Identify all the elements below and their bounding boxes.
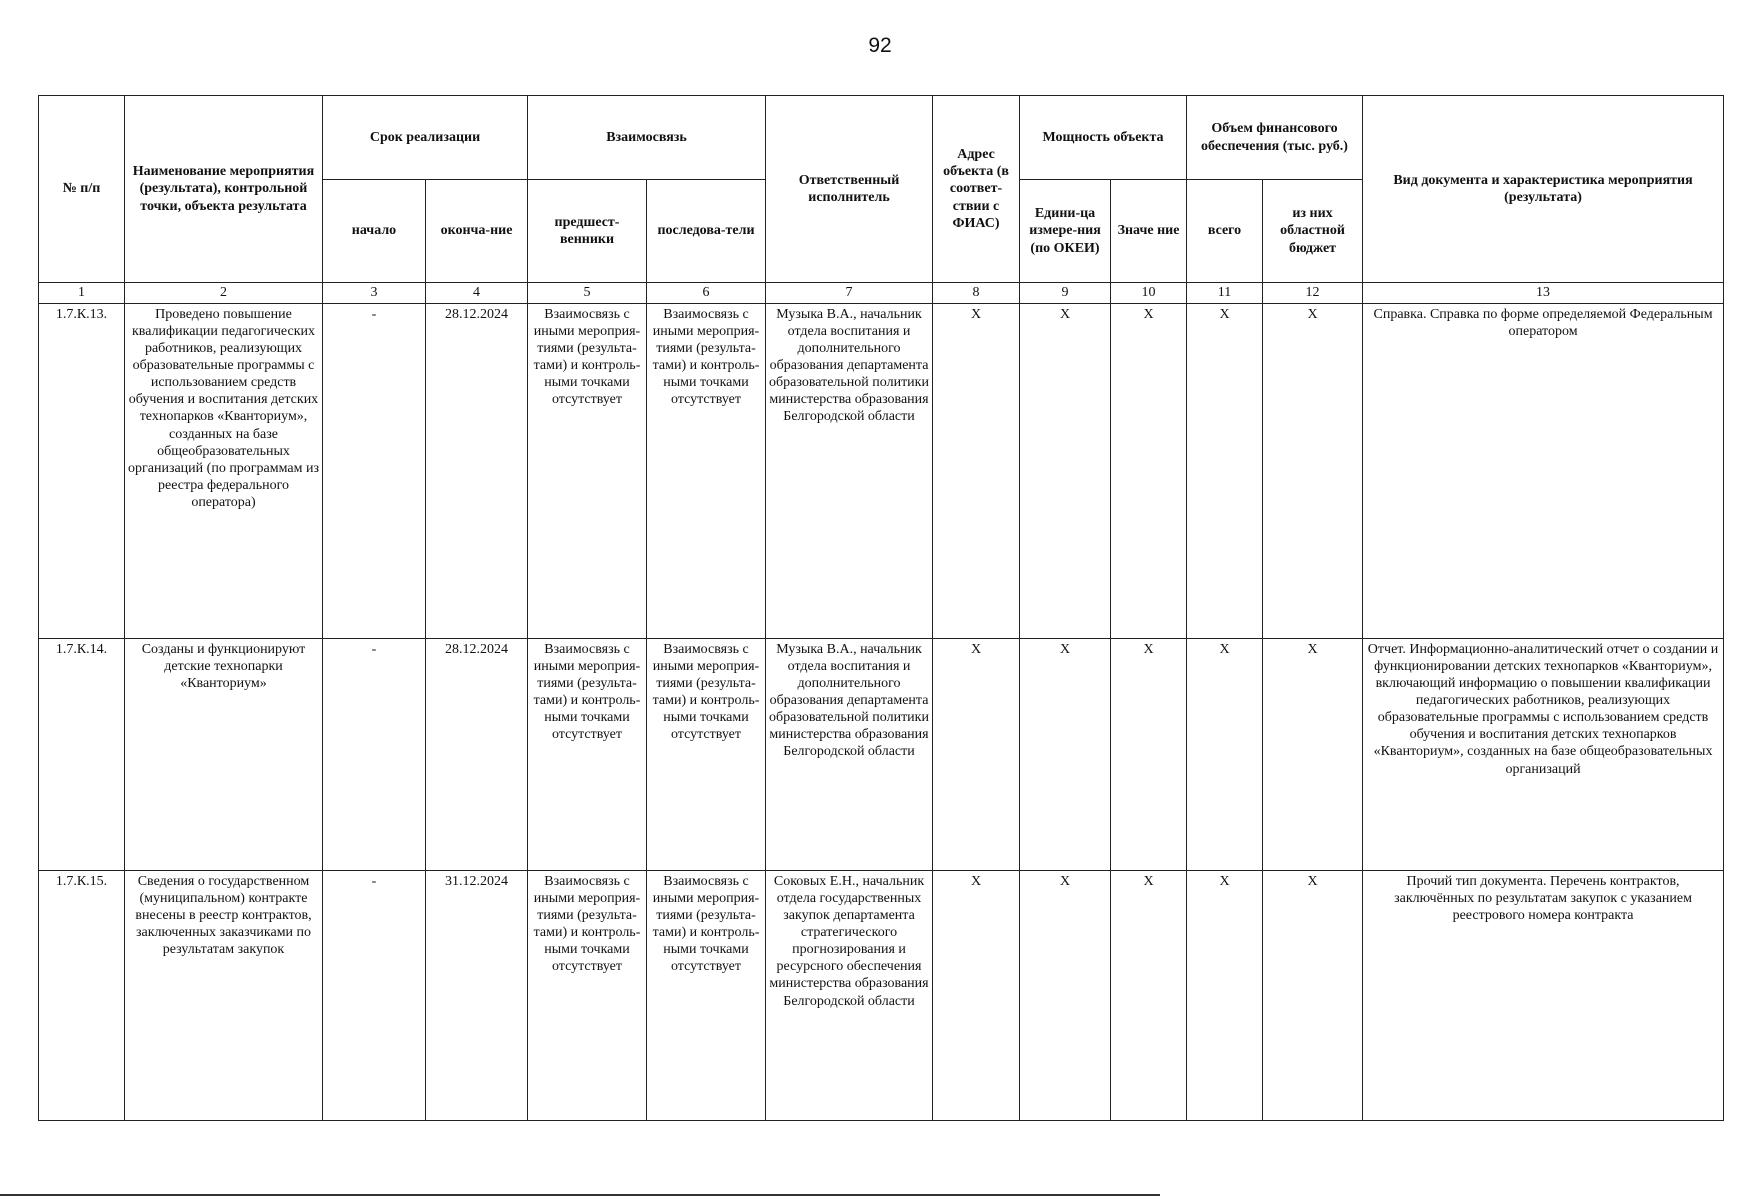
- column-number: 9: [1020, 283, 1111, 304]
- row-total: Х: [1187, 871, 1263, 1121]
- header-value: Значе ние: [1111, 180, 1187, 283]
- page-number: 92: [868, 34, 892, 57]
- header-link: Взаимосвязь: [528, 96, 766, 180]
- row-total: Х: [1187, 639, 1263, 871]
- row-start: -: [323, 304, 426, 639]
- row-unit: Х: [1020, 871, 1111, 1121]
- column-number: 5: [528, 283, 647, 304]
- row-unit: Х: [1020, 304, 1111, 639]
- row-predecessors: Взаимосвязь с иными мероприя-тиями (результа-тами) и контроль-ными точками отсутствует: [528, 304, 647, 639]
- row-value: Х: [1111, 304, 1187, 639]
- column-number: 7: [766, 283, 933, 304]
- header-predecessors: предшест-венники: [528, 180, 647, 283]
- header-total: всего: [1187, 180, 1263, 283]
- row-successors: Взаимосвязь с иными мероприя-тиями (результа-тами) и контроль-ными точками отсутствует: [647, 871, 766, 1121]
- row-value: Х: [1111, 639, 1187, 871]
- row-predecessors: Взаимосвязь с иными мероприя-тиями (результа-тами) и контроль-ными точками отсутствует: [528, 871, 647, 1121]
- row-name: Сведения о государственном (муниципальном) контракте внесены в реестр контрактов, заключенных заказчиками по результатам закупок: [125, 871, 323, 1121]
- header-responsible: Ответственный исполнитель: [766, 96, 933, 283]
- row-name: Созданы и функционируют детские технопарки «Кванториум»: [125, 639, 323, 871]
- header-row: [39, 96, 1724, 180]
- row-start: -: [323, 871, 426, 1121]
- header-address: Адрес объекта (в соответ-ствии с ФИАС): [933, 96, 1020, 283]
- row-address: Х: [933, 871, 1020, 1121]
- row-code: 1.7.К.13.: [39, 304, 125, 639]
- row-total: Х: [1187, 304, 1263, 639]
- row-predecessors: Взаимосвязь с иными мероприя-тиями (результа-тами) и контроль-ными точками отсутствует: [528, 639, 647, 871]
- column-number: 8: [933, 283, 1020, 304]
- column-number: 6: [647, 283, 766, 304]
- column-number: 10: [1111, 283, 1187, 304]
- column-number: 3: [323, 283, 426, 304]
- row-document: Справка. Справка по форме определяемой Федеральным оператором: [1363, 304, 1724, 639]
- row-regional: Х: [1263, 304, 1363, 639]
- row-regional: Х: [1263, 639, 1363, 871]
- header-document: Вид документа и характеристика мероприятия (результата): [1363, 96, 1724, 283]
- column-number-row: [39, 283, 1724, 304]
- row-end: 28.12.2024: [426, 639, 528, 871]
- row-value: Х: [1111, 871, 1187, 1121]
- row-responsible: Музыка В.А., начальник отдела воспитания и дополнительного образования департамента образовательной политики министерства образования Белгородской области: [766, 304, 933, 639]
- header-unit: Едини-ца измере-ния (по ОКЕИ): [1020, 180, 1111, 283]
- row-address: Х: [933, 639, 1020, 871]
- table-row: [39, 639, 1724, 871]
- column-number: 12: [1263, 283, 1363, 304]
- row-responsible: Соковых Е.Н., начальник отдела государственных закупок департамента стратегического прогнозирования и ресурсного обеспечения министерства образования Белгородской области: [766, 871, 933, 1121]
- header-regional: из них областной бюджет: [1263, 180, 1363, 283]
- row-name: Проведено повышение квалификации педагогических работников, реализующих образовательные программы с использованием средств обучения и воспитания детских технопарков «Кванториум», созданных на базе общеобразовательных организаций (по программам из реестра федерального оператора): [125, 304, 323, 639]
- row-end: 31.12.2024: [426, 871, 528, 1121]
- row-regional: Х: [1263, 871, 1363, 1121]
- row-end: 28.12.2024: [426, 304, 528, 639]
- row-start: -: [323, 639, 426, 871]
- row-code: 1.7.К.15.: [39, 871, 125, 1121]
- table-row: [39, 871, 1724, 1121]
- header-start: начало: [323, 180, 426, 283]
- column-number: 4: [426, 283, 528, 304]
- row-code: 1.7.К.14.: [39, 639, 125, 871]
- column-number: 2: [125, 283, 323, 304]
- row-unit: Х: [1020, 639, 1111, 871]
- bottom-rule: [0, 1194, 1160, 1196]
- header-end: оконча-ние: [426, 180, 528, 283]
- column-number: 1: [39, 283, 125, 304]
- column-number: 11: [1187, 283, 1263, 304]
- plan-table: [38, 95, 1724, 1121]
- row-address: Х: [933, 304, 1020, 639]
- header-successors: последова-тели: [647, 180, 766, 283]
- row-responsible: Музыка В.А., начальник отдела воспитания и дополнительного образования департамента образовательной политики министерства образования Белгородской области: [766, 639, 933, 871]
- header-number: № п/п: [39, 96, 125, 283]
- row-successors: Взаимосвязь с иными мероприя-тиями (результа-тами) и контроль-ными точками отсутствует: [647, 304, 766, 639]
- table-row: [39, 304, 1724, 639]
- header-name: Наименование мероприятия (результата), контрольной точки, объекта результата: [125, 96, 323, 283]
- row-document: Отчет. Информационно-аналитический отчет о создании и функционировании детских технопарков «Кванториум», включающий информацию о повышении квалификации педагогических работников, реализующих образовательные программы с использованием средств обучения и воспитания детских технопарков «Кванториум», созданных на базе общеобразовательных организаций: [1363, 639, 1724, 871]
- row-successors: Взаимосвязь с иными мероприя-тиями (результа-тами) и контроль-ными точками отсутствует: [647, 639, 766, 871]
- row-document: Прочий тип документа. Перечень контрактов, заключённых по результатам закупок с указанием реестрового номера контракта: [1363, 871, 1724, 1121]
- header-period: Срок реализации: [323, 96, 528, 180]
- header-capacity: Мощность объекта: [1020, 96, 1187, 180]
- header-finance: Объем финансового обеспечения (тыс. руб.): [1187, 96, 1363, 180]
- column-number: 13: [1363, 283, 1724, 304]
